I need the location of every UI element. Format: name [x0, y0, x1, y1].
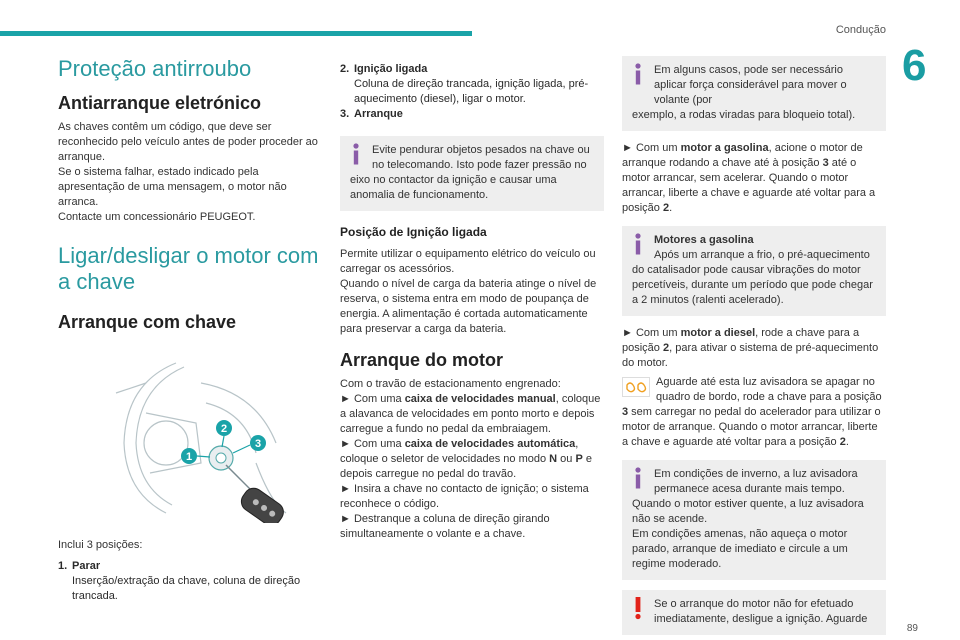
- info-icon: [630, 62, 646, 86]
- warning-note: Se o arranque do motor não for efetuado imediatamente, desligue a ignição. Aguarde: [622, 590, 886, 635]
- callout-label: 2: [220, 423, 228, 435]
- glow-plug-icon: [622, 377, 650, 397]
- info-note: Em alguns casos, pode ser necessário aplicar força considerável para mover o volante (por exemplo, a rodas viradas para bloqueio total).: [622, 56, 886, 131]
- callout-label: 1: [185, 451, 193, 463]
- paragraph: Inclui 3 posições:: [58, 539, 143, 551]
- position-list: [340, 62, 604, 122]
- paragraph: Quando o nível de carga da bateria atinge o nível de reserva, o sistema entra em modo de poupança de energia. A alimentação é cortada automaticamente para preservar a carga da bateria.: [340, 278, 597, 335]
- step-diesel: ► Com um motor a diesel, rode a chave para a posição 2, para ativar o sistema de pré-aquecimento do motor.: [622, 327, 879, 369]
- list-item: 3. Arranque: [340, 108, 403, 120]
- column-middle: [340, 62, 604, 542]
- step-manual: ► Com uma caixa de velocidades manual, coloque a alavanca de velocidades em ponto morto e depois carregue a fundo no pedal da embraiagem.: [340, 393, 601, 435]
- column-right: [622, 56, 886, 640]
- paragraph: As chaves contêm um código, que deve ser reconhecido pelo veículo antes de poder proceder ao arranque.: [58, 121, 318, 163]
- section-title: Condução: [835, 24, 886, 36]
- list-item-desc: Inserção/extração da chave, coluna de direção trancada.: [72, 575, 301, 602]
- info-icon: [348, 142, 364, 166]
- heading-key-start: Arranque com chave: [58, 312, 237, 332]
- paragraph: Se o sistema falhar, estado indicado pela apresentação de uma mensagem, o motor não arranca.: [58, 166, 287, 208]
- callout-label: 3: [254, 438, 262, 450]
- glow-plug-step: Aguarde até esta luz avisadora se apagar no quadro de bordo, rode a chave para a posição 3 sem carregar no pedal do acelerador para utilizar o motor de arranque. Quando o motor arrancar, liberte a chave e aguarde até voltar para a posição 2.: [622, 376, 882, 448]
- header-accent-bar: [0, 31, 472, 36]
- page-number: 89: [906, 623, 918, 634]
- heading-engine-start: Arranque do motor: [340, 350, 504, 370]
- position-list: [58, 559, 326, 604]
- ignition-key-illustration: [106, 353, 306, 523]
- list-item: 2. Ignição ligada: [340, 63, 428, 75]
- info-icon: [630, 466, 646, 490]
- info-note: Evite pendurar objetos pesados na chave ou no telecomando. Isto pode fazer pressão no eixo no contactor da ignição e causar uma anomalia de funcionamento.: [340, 136, 604, 211]
- step-petrol: ► Com um motor a gasolina, acione o motor de arranque rodando a chave até à posição 3 até o motor arrancar, sem acelerar. Quando o motor arrancar, liberte a chave e aguarde até voltar para a posição 2.: [622, 142, 876, 214]
- info-note: Motores a gasolina Após um arranque a frio, o pré-aquecimento do catalisador pode causar vibrações do motor percetíveis, durante um período que pode chegar a 2 minutos (ralenti acelerado).: [622, 226, 886, 316]
- step-automatic: ► Com uma caixa de velocidades automática, coloque o seletor de velocidades no modo N ou P e depois carregue no pedal do travão.: [340, 438, 592, 480]
- chapter-number: 6: [902, 41, 927, 90]
- warning-icon: [630, 596, 646, 620]
- info-icon: [630, 232, 646, 256]
- step-unlock-column: ► Destranque a coluna de direção girando simultaneamente o volante e a chave.: [340, 513, 550, 540]
- info-note: Em condições de inverno, a luz avisadora permanece acesa durante mais tempo. Quando o motor estiver quente, a luz avisadora não se acende. Em condições amenas, não aqueça o motor parado, arranque de imediato e circule a um regime moderado.: [622, 460, 886, 580]
- paragraph: Contacte um concessionário PEUGEOT.: [58, 211, 256, 223]
- column-left: [58, 56, 326, 604]
- step-insert-key: ► Insira a chave no contacto de ignição; o sistema reconhece o código.: [340, 483, 589, 510]
- heading-start-stop: Ligar/desligar o motor com a chave: [58, 243, 319, 294]
- list-item-desc: Coluna de direção trancada, ignição ligada, pré-aquecimento (diesel), ligar o motor.: [354, 78, 589, 105]
- heading-ignition-position: Posição de Ignição ligada: [340, 225, 487, 239]
- paragraph: Permite utilizar o equipamento elétrico do veículo ou carregar os acessórios.: [340, 248, 596, 275]
- heading-immobiliser: Antiarranque eletrónico: [58, 93, 262, 113]
- list-item: 1. Parar: [58, 560, 101, 572]
- paragraph: Com o travão de estacionamento engrenado:: [340, 378, 561, 390]
- heading-antitheft: Proteção antirroubo: [58, 56, 252, 81]
